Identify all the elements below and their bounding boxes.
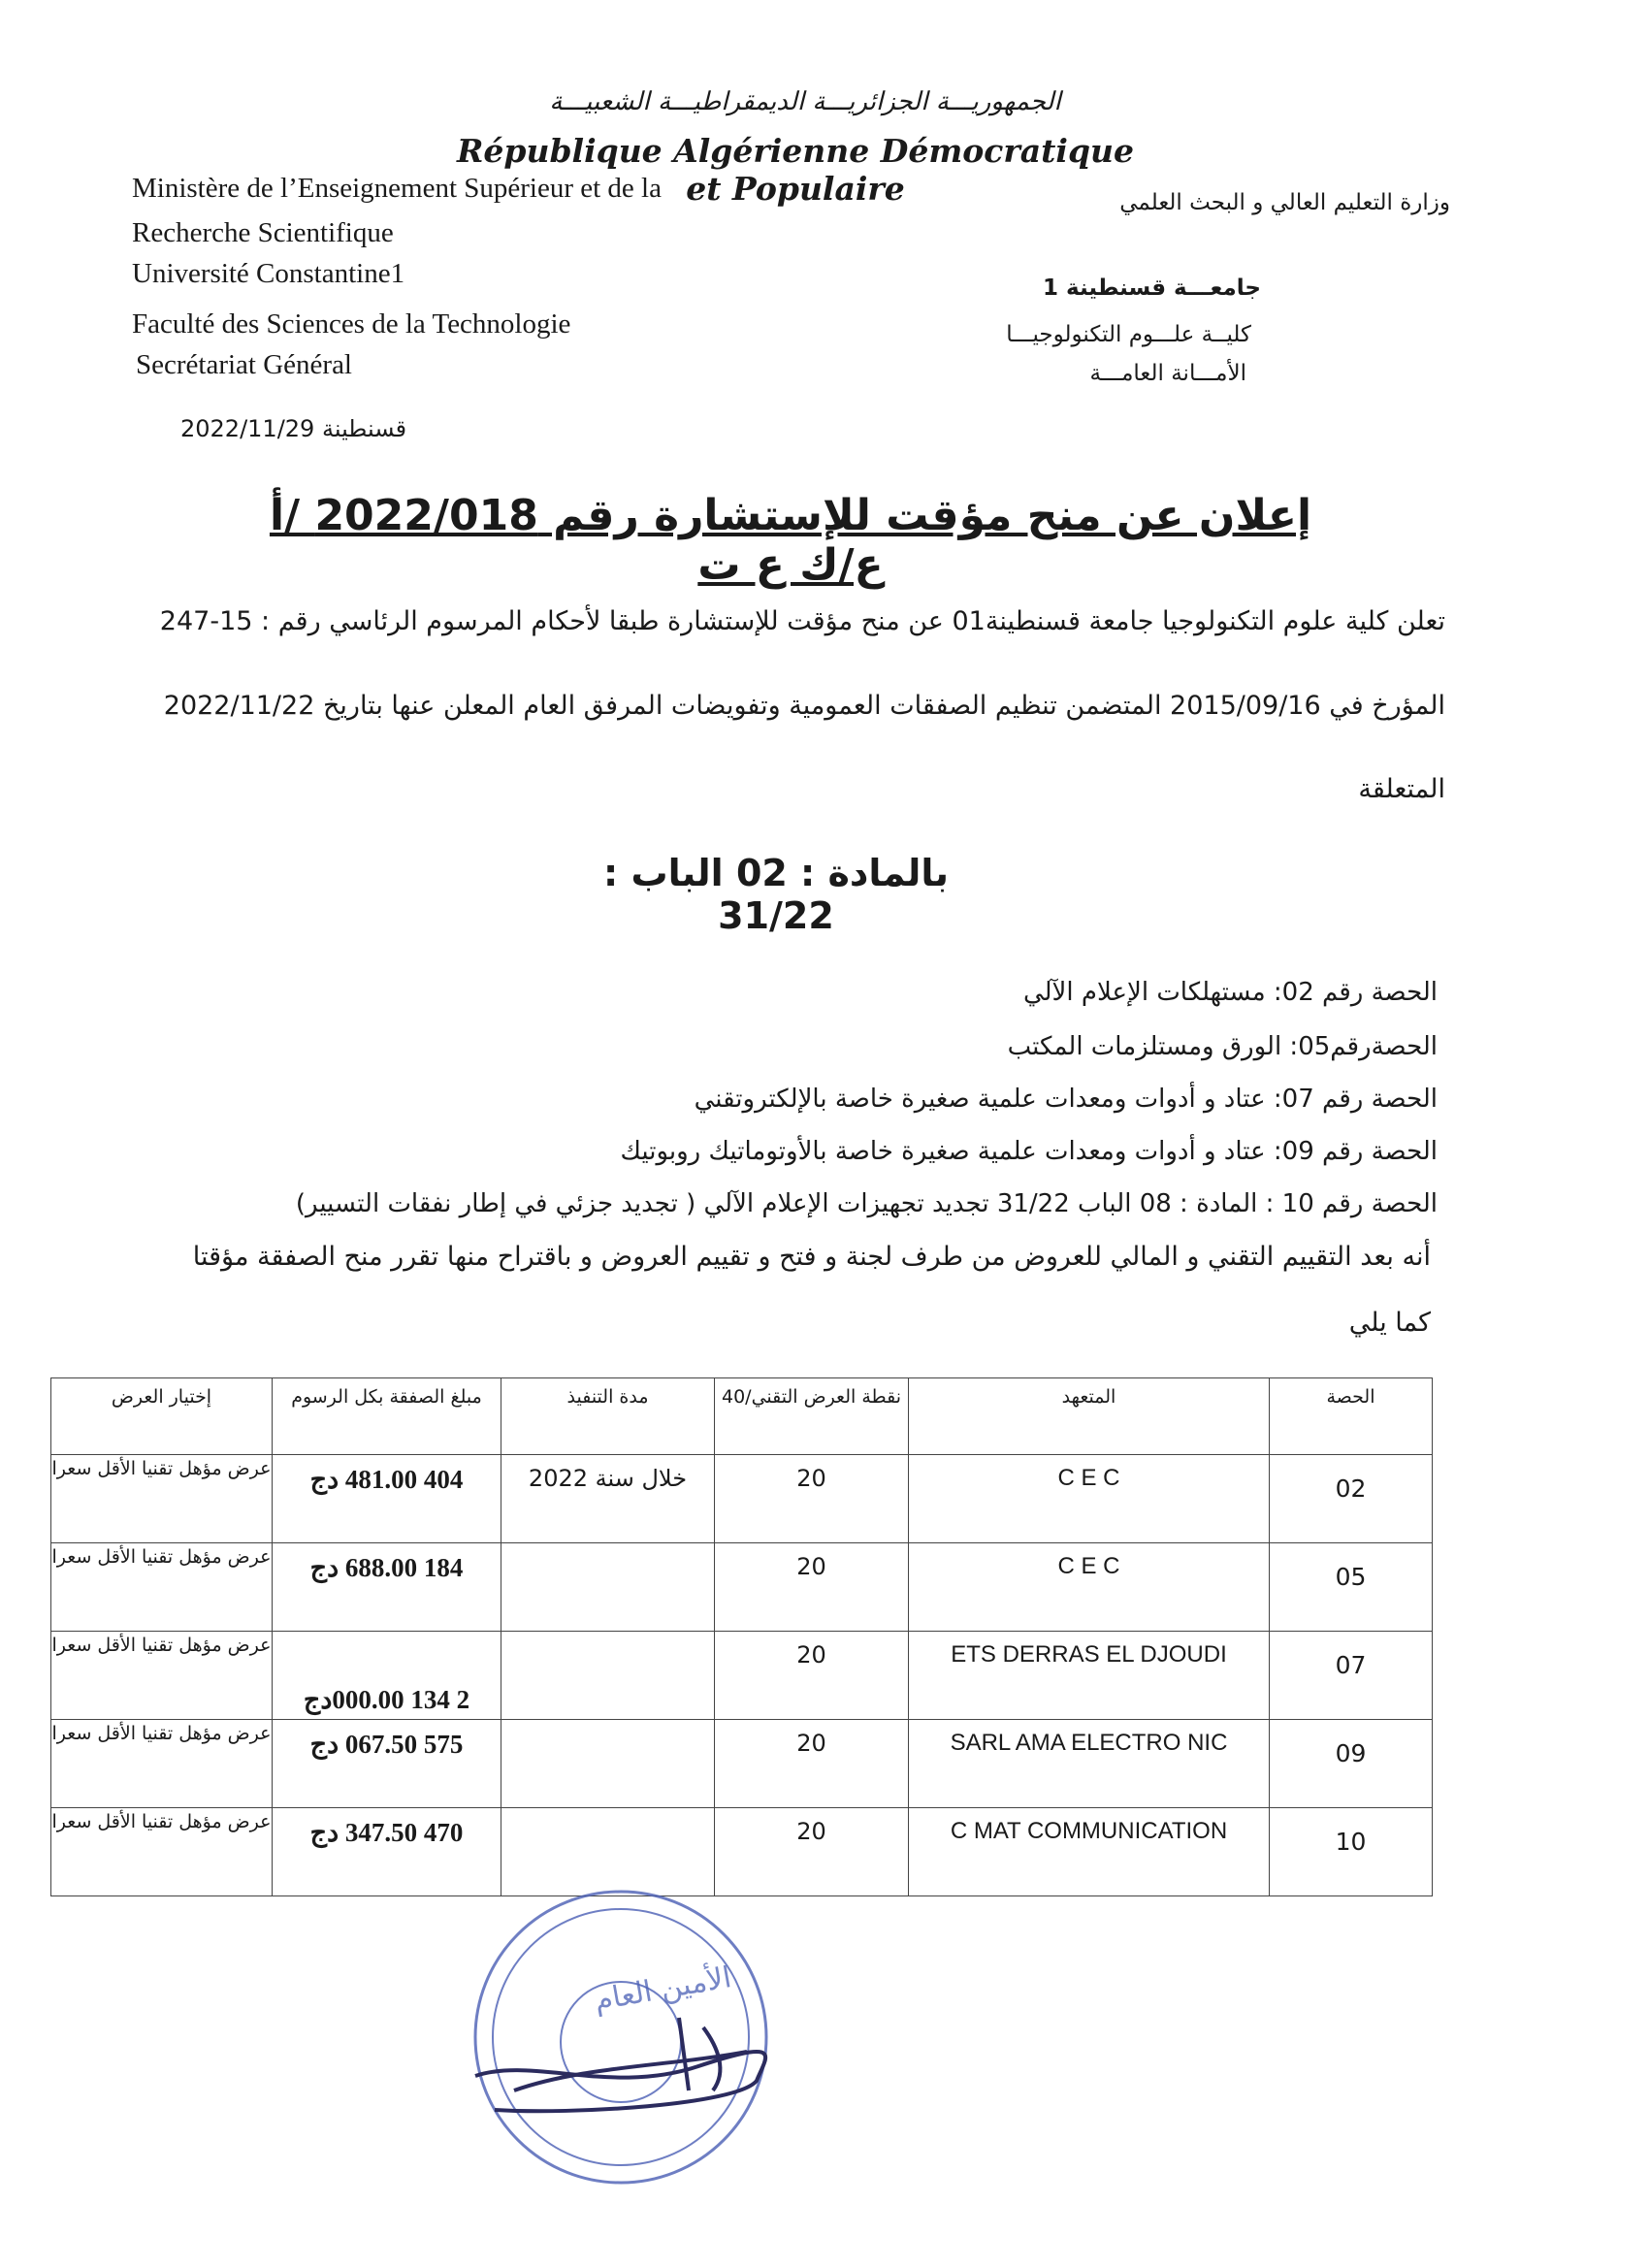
cell-bidder: SARL AMA ELECTRO NIC: [909, 1720, 1270, 1808]
ministry-french: Ministère de l’Enseignement Supérieur et de la: [132, 173, 662, 204]
stamp-label: الأمين العام: [592, 1960, 734, 2019]
cell-score: 20: [715, 1455, 909, 1543]
cell-duration: [501, 1632, 715, 1720]
university-french: Université Constantine1: [132, 258, 405, 289]
cell-choice: عرض مؤهل تقنيا الأقل سعرا: [51, 1632, 273, 1720]
cell-lot: 02: [1270, 1455, 1433, 1543]
faculty-french: Faculté des Sciences de la Technologie: [132, 308, 571, 340]
table-row: [51, 1720, 1433, 1808]
university-arabic: جامعـــة قسنطينة 1: [1043, 275, 1261, 301]
cell-amount: 404 481.00 دج: [273, 1455, 501, 1543]
table-row: [51, 1455, 1433, 1543]
decision-statement: أنه بعد التقييم التقني و المالي للعروض من طرف لجنة و فتح و تقييم العروض و باقتراح منها تقرر منح الصفقة مؤقتا: [192, 1242, 1431, 1272]
table-row: [51, 1543, 1433, 1632]
cell-lot: 09: [1270, 1720, 1433, 1808]
document-date: قسنطينة 2022/11/29: [180, 415, 407, 442]
cell-choice: عرض مؤهل تقنيا الأقل سعرا: [51, 1455, 273, 1543]
intro-paragraph-line-3: المتعلقة: [1358, 774, 1445, 804]
cell-score: 20: [715, 1720, 909, 1808]
cell-score: 20: [715, 1808, 909, 1896]
cell-score: 20: [715, 1543, 909, 1632]
cell-bidder: C MAT COMMUNICATION: [909, 1808, 1270, 1896]
lot-description: الحصة رقم 02: مستهلكات الإعلام الآلي: [1022, 978, 1438, 1007]
header-choice: إختيار العرض: [51, 1378, 273, 1455]
header-arabic-republic: الجمهوريـــة الجزائريـــة الديمقراطيـــة الشعبيـــة: [549, 87, 1061, 116]
intro-paragraph-line-1: تعلن كلية علوم التكنولوجيا جامعة قسنطينة01 عن منح مؤقت للإستشارة طبقا لأحكام المرسوم الرئاسي رقم : 15-247: [159, 606, 1445, 636]
header-amount: مبلغ الصفقة بكل الرسوم: [273, 1378, 501, 1455]
signature-icon: [475, 2018, 765, 2111]
cell-duration: خلال سنة 2022: [501, 1455, 715, 1543]
cell-duration: [501, 1543, 715, 1632]
cell-choice: عرض مؤهل تقنيا الأقل سعرا: [51, 1543, 273, 1632]
table-header-row: [51, 1378, 1433, 1455]
cell-choice: عرض مؤهل تقنيا الأقل سعرا: [51, 1720, 273, 1808]
article-chapter-line: بالمادة : 02 الباب : 31/22: [603, 852, 949, 937]
cell-choice: عرض مؤهل تقنيا الأقل سعرا: [51, 1808, 273, 1896]
cell-bidder: C E C: [909, 1543, 1270, 1632]
header-duration: مدة التنفيذ: [501, 1378, 715, 1455]
cell-bidder: ETS DERRAS EL DJOUDI: [909, 1632, 1270, 1720]
intro-paragraph-line-2: المؤرخ في 2015/09/16 المتضمن تنظيم الصفقات العمومية وتفويضات المرفق العام المعلن عنها بتاريخ 2022/11/22: [163, 691, 1445, 721]
decision-statement-end: كما يلي: [1348, 1308, 1431, 1338]
cell-bidder: C E C: [909, 1455, 1270, 1543]
header-lot: الحصة: [1270, 1378, 1433, 1455]
secretariat-arabic: الأمـــانة العامـــة: [1089, 361, 1246, 386]
lot-description: الحصة رقم 07: عتاد و أدوات ومعدات علمية صغيرة خاصة بالإلكتروتقني: [694, 1085, 1438, 1114]
faculty-arabic: كليــة علـــوم التكنولوجيـــا: [1006, 322, 1251, 347]
header-score: نقطة العرض التقني/40: [715, 1378, 909, 1455]
cell-amount: 575 067.50 دج: [273, 1720, 501, 1808]
lot-description: الحصة رقم 09: عتاد و أدوات ومعدات علمية صغيرة خاصة بالأوتوماتيك روبوتيك: [620, 1137, 1438, 1166]
cell-lot: 07: [1270, 1632, 1433, 1720]
lot-description: الحصةرقم05: الورق ومستلزمات المكتب: [1007, 1032, 1438, 1061]
ministry-french-cont: Recherche Scientifique: [132, 217, 394, 248]
header-french-republic: République Algérienne Démocratique et Populaire: [456, 132, 1135, 208]
document-title: إعلان عن منح مؤقت للإستشارة رقم 2022/018 /أ ع/ك ع ت: [269, 491, 1312, 590]
lot-description: الحصة رقم 10 : المادة : 08 الباب 31/22 تجديد تجهيزات الإعلام الآلي ( تجديد جزئي في إطار نفقات التسيير): [295, 1189, 1438, 1218]
cell-lot: 05: [1270, 1543, 1433, 1632]
official-stamp: [456, 1872, 786, 2202]
cell-score: 20: [715, 1632, 909, 1720]
cell-lot: 10: [1270, 1808, 1433, 1896]
cell-amount: 184 688.00 دج: [273, 1543, 501, 1632]
header-bidder: المتعهد: [909, 1378, 1270, 1455]
cell-amount: 470 347.50 دج: [273, 1808, 501, 1896]
secretariat-french: Secrétariat Général: [136, 349, 352, 380]
ministry-arabic: وزارة التعليم العالي و البحث العلمي: [1119, 190, 1450, 215]
award-table: [50, 1377, 1433, 1896]
cell-amount: 2 134 000.00دج: [273, 1632, 501, 1720]
cell-duration: [501, 1720, 715, 1808]
table-row: [51, 1632, 1433, 1720]
